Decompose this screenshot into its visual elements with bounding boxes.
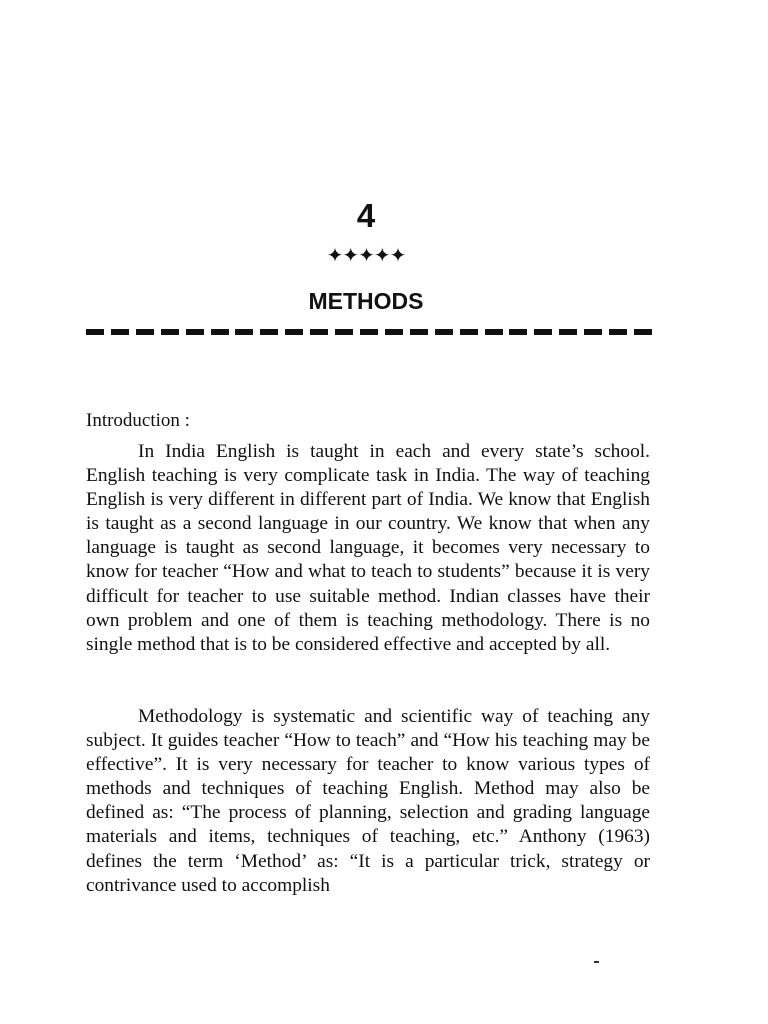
page-mark — [594, 961, 599, 963]
chapter-title: METHODS — [308, 288, 424, 314]
chapter-ornament: ✦✦✦✦✦ — [326, 243, 406, 267]
chapter-number: 4 — [356, 197, 376, 234]
paragraph-intro: In India English is taught in each and every state’s school. English teaching is very complicate task in India. The way of teaching English is very different in different part of India. We know that English is taught as a second language in our country. We know that when any language is taught as second language, it becomes very necessary to know for teacher “How and what to teach to students” because it is very difficult for teacher to use suitable method. Indian classes have their own problem and one of them is teaching methodology. There is no single method that is to be considered effective and accepted by all. — [86, 441, 650, 655]
dashed-rule-divider — [86, 329, 652, 336]
section-heading: Introduction : — [86, 410, 190, 431]
paragraph-methodology: Methodology is systematic and scientific way of teaching any subject. It guides teacher “How to teach” and “How his teaching may be effective”. It is very necessary for teacher to know various types of methods and techniques of teaching English. Method may also be defined as: “The process of planning, selection and grading language materials and items, techniques of teaching, etc.” Anthony (1963) defines the term ‘Method’ as: “It is a particular trick, strategy or contrivance used to accomplish — [86, 706, 650, 896]
